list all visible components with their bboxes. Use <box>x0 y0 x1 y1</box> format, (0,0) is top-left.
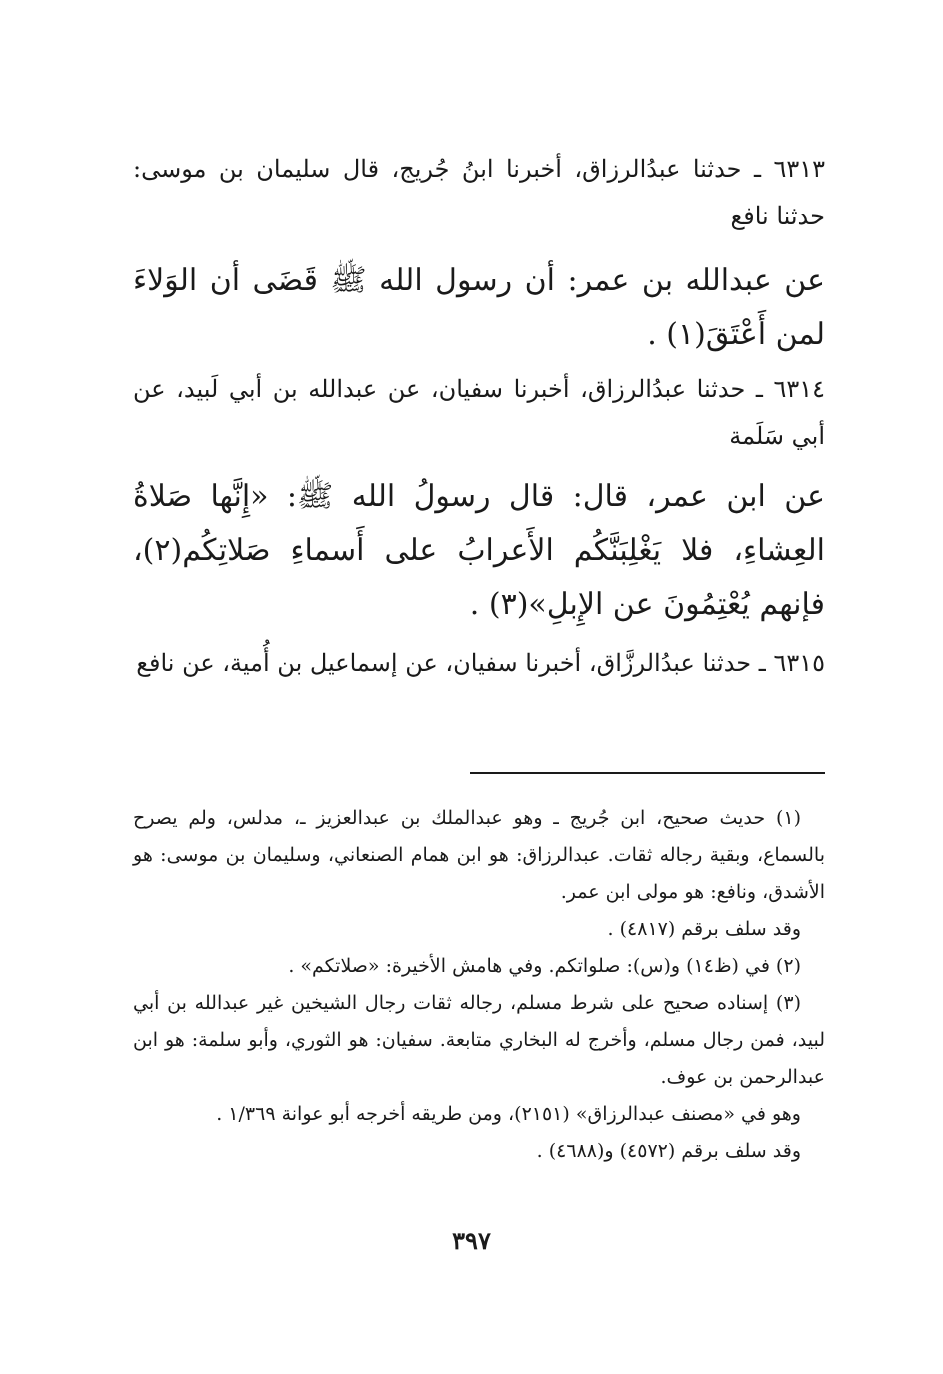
footnote-separator <box>470 772 825 774</box>
footnote-1-reference: وقد سلف برقم (٤٨١٧) . <box>607 918 801 940</box>
footnote-3-reference: وقد سلف برقم (٤٥٧٢) و(٤٦٨٨) . <box>536 1140 801 1162</box>
hadith-6314-isnad: ٦٣١٤ ـ حدثنا عبدُالرزاق، أخبرنا سفيان، عن عبدالله بن أبي لَبيد، عن أبي سَلَمة <box>133 375 825 450</box>
footnote-3: (٣) إسناده صحيح على شرط مسلم، رجاله ثقات رجال الشيخين غير عبدالله بن أبي لبيد، فمن رجال مسلم، وأخرج له البخاري متابعة. سفيان: هو الثوري، وأبو سلمة: هو ابن عبدالرحمن بن عوف. <box>133 992 825 1088</box>
footnote-1: (١) حديث صحيح، ابن جُريج ـ وهو عبدالملك بن عبدالعزيز ـ، مدلس، ولم يصرح بالسماع، وبقية رجاله ثقات. عبدالرزاق: هو ابن همام الصنعاني، وسليمان بن موسى: هو الأشدق، ونافع: هو مولى ابن عمر. <box>133 807 825 903</box>
hadith-6313-isnad: ٦٣١٣ ـ حدثنا عبدُالرزاق، أخبرنا ابنُ جُريج، قال سليمان بن موسى: حدثنا نافع <box>133 155 825 230</box>
hadith-6313-matn: عن عبدالله بن عمر: أن رسول الله ﷺ قَضَى أن الوَلاءَ لمن أَعْتَقَ(١) . <box>133 263 825 352</box>
hadith-6315-isnad: ٦٣١٥ ـ حدثنا عبدُالرزَّاق، أخبرنا سفيان، عن إسماعيل بن أُمية، عن نافع <box>136 649 825 677</box>
hadith-6314-matn: عن ابن عمر، قال: قال رسولُ الله ﷺ: «إِنَّها صَلاةُ العِشاءِ، فلا يَغْلِبَنَّكُم الأَعرابُ على أَسماءِ صَلاتِكُم(٢)، فإنهم يُعْتِمُونَ عن الإِبلِ»(٣) . <box>133 479 825 622</box>
footnote-2: (٢) في (ظ١٤) و(س): صلواتكم. وفي هامش الأخيرة: «صلاتكم» . <box>288 955 801 977</box>
footnotes-section <box>133 800 825 1170</box>
footnote-3-source: وهو في «مصنف عبدالرزاق» (٢١٥١)، ومن طريقه أخرجه أبو عوانة ١/٣٦٩ . <box>216 1103 801 1125</box>
page-number: ٣٩٧ <box>452 1226 491 1255</box>
